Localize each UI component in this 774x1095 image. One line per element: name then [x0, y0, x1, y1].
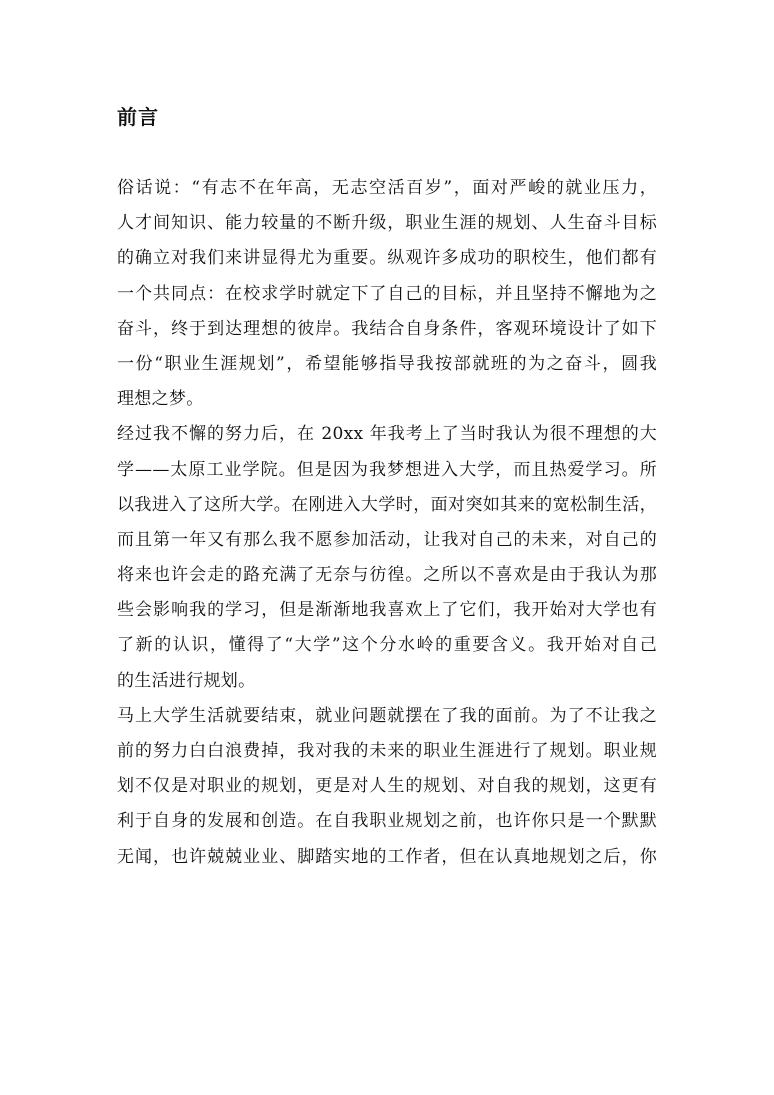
document-body — [117, 171, 657, 875]
text-line: 俗话说：“有志不在年高，无志空活百岁”，面对严峻的就业压力， — [117, 178, 657, 198]
text-line: 经过我不懈的努力后，在 20xx 年我考上了当时我认为很不理想的大 — [117, 424, 657, 445]
page-title: 前言 — [117, 105, 159, 129]
text-line: 了新的认识，懂得了“大学”这个分水岭的重要含义。我开始对自己 — [117, 635, 657, 656]
text-line: 将来也许会走的路充满了无奈与彷徨。之所以不喜欢是由于我认为那 — [117, 565, 657, 586]
text-line: 理想之梦。 — [117, 389, 204, 410]
text-line: 奋斗，终于到达理想的彼岸。我结合自身条件，客观环境设计了如下 — [117, 318, 657, 339]
text-line: 前的努力白白浪费掉，我对我的未来的职业生涯进行了规划。职业规 — [117, 741, 657, 761]
text-line: 无闻，也许兢兢业业、脚踏实地的工作者，但在认真地规划之后，你 — [117, 846, 657, 867]
text-line: 划不仅是对职业的规划，更是对人生的规划、对自我的规划，这更有 — [117, 776, 657, 797]
text-line: 的生活进行规划。 — [117, 670, 256, 691]
text-line: 马上大学生活就要结束，就业问题就摆在了我的面前。为了不让我之 — [117, 705, 657, 726]
text-line: 以我进入了这所大学。在刚进入大学时，面对突如其来的宽松制生活， — [117, 494, 657, 515]
text-line: 的确立对我们来讲显得尤为重要。纵观许多成功的职校生，他们都有 — [117, 248, 657, 269]
text-line: 些会影响我的学习，但是渐渐地我喜欢上了它们，我开始对大学也有 — [117, 600, 657, 621]
text-line: 而且第一年又有那么我不愿参加活动，让我对自己的未来，对自己的 — [117, 529, 657, 550]
text-line: 一份“职业生涯规划”，希望能够指导我按部就班的为之奋斗，圆我 — [117, 353, 657, 374]
text-line: 学——太原工业学院。但是因为我梦想进入大学，而且热爱学习。所 — [117, 459, 657, 480]
text-line: 利于自身的发展和创造。在自我职业规划之前，也许你只是一个默默 — [117, 811, 657, 832]
text-line: 人才间知识、能力较量的不断升级，职业生涯的规划、人生奋斗目标 — [117, 213, 657, 234]
text-line: 一个共同点：在校求学时就定下了自己的目标，并且坚持不懈地为之 — [117, 283, 657, 304]
